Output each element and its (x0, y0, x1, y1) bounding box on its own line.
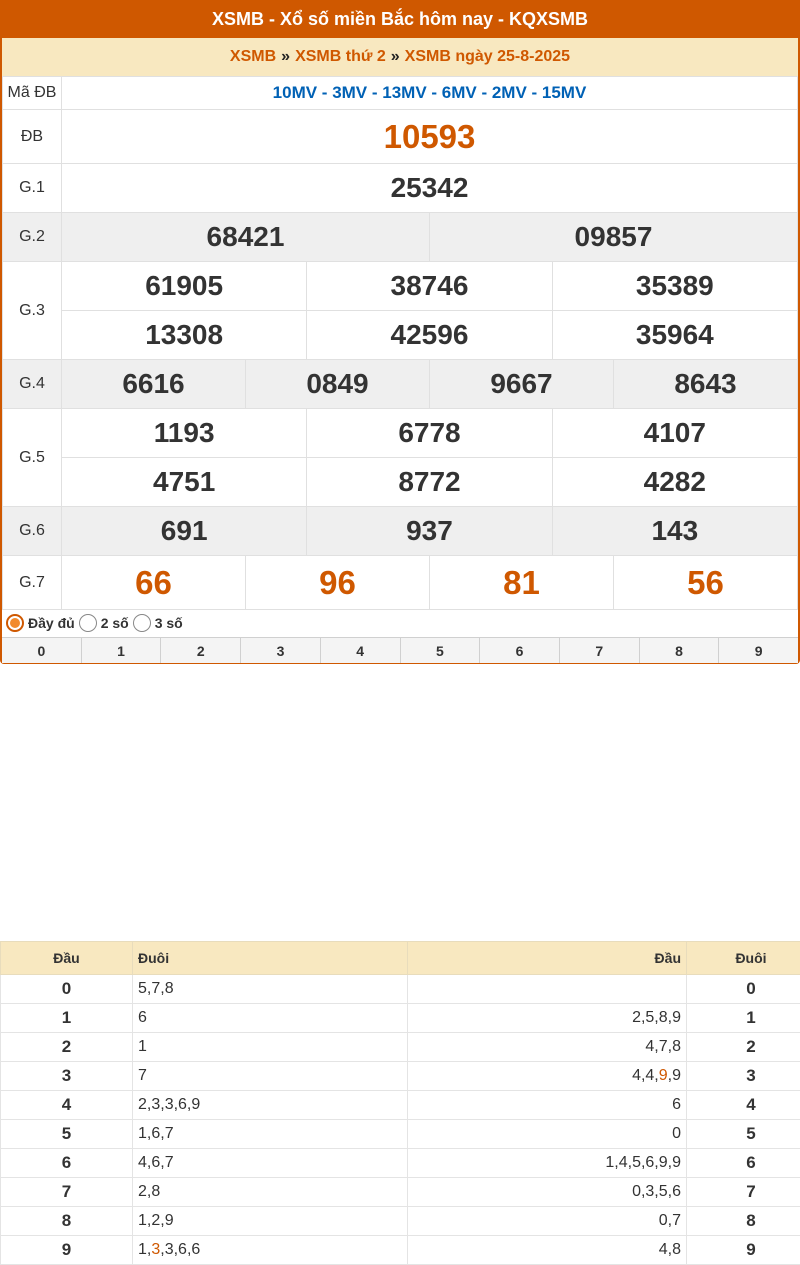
prize-number: 56 (613, 556, 797, 610)
prize-label: G.5 (3, 409, 62, 507)
head-digit: 1 (1, 1004, 133, 1033)
head-values: 6 (408, 1091, 687, 1120)
breadcrumb-link-xsmb[interactable]: XSMB (230, 48, 276, 66)
prize-number: 35964 (552, 311, 797, 360)
prize-number: 68421 (62, 213, 430, 262)
tail-values: 1 (133, 1033, 408, 1062)
head-digit: 9 (1, 1236, 133, 1265)
head-values: 1,4,5,6,9,9 (408, 1149, 687, 1178)
head-values: 4,4,9,9 (408, 1062, 687, 1091)
head-digit: 0 (1, 975, 133, 1004)
prize-number: 691 (62, 507, 307, 556)
prize-number: 13308 (62, 311, 307, 360)
digit-button-2[interactable]: 2 (161, 638, 241, 663)
tail-values: 1,2,9 (133, 1207, 408, 1236)
tail-digit: 9 (687, 1236, 800, 1265)
prize-number: 937 (307, 507, 552, 556)
tail-digit: 7 (687, 1178, 800, 1207)
prize-number: 8772 (307, 458, 552, 507)
tail-digit: 3 (687, 1062, 800, 1091)
prize-label: G.2 (3, 213, 62, 262)
column-header: Đuôi (133, 942, 408, 975)
tail-digit: 0 (687, 975, 800, 1004)
prize-number: 143 (552, 507, 797, 556)
g3-row (3, 311, 798, 360)
table-row (1, 1207, 800, 1236)
head-digit: 7 (1, 1178, 133, 1207)
head-values: 0,3,5,6 (408, 1178, 687, 1207)
table-row (1, 1033, 800, 1062)
radio-unselected-icon[interactable] (133, 614, 151, 632)
g6-row (3, 507, 798, 556)
radio-label: 3 số (155, 615, 183, 631)
head-digit: 3 (1, 1062, 133, 1091)
tail-digit: 5 (687, 1120, 800, 1149)
prize-number: 81 (429, 556, 613, 610)
radio-3-digits[interactable] (133, 614, 183, 632)
radio-unselected-icon[interactable] (79, 614, 97, 632)
digit-button-8[interactable]: 8 (640, 638, 720, 663)
tail-digit: 4 (687, 1091, 800, 1120)
tail-values: 4,6,7 (133, 1149, 408, 1178)
tail-values: 1,3,3,6,6 (133, 1236, 408, 1265)
digit-button-6[interactable]: 6 (480, 638, 560, 663)
head-values: 4,8 (408, 1236, 687, 1265)
breadcrumb-link-date[interactable]: XSMB ngày 25-8-2025 (405, 48, 570, 66)
table-row (1, 1062, 800, 1091)
table-row (1, 1149, 800, 1178)
table-row (1, 1091, 800, 1120)
table-row (1, 1178, 800, 1207)
column-header: Đuôi (687, 942, 800, 975)
digit-highlight-bar (2, 637, 798, 663)
breadcrumb-separator: » (281, 48, 290, 66)
head-digit: 8 (1, 1207, 133, 1236)
prize-label: G.7 (3, 556, 62, 610)
digit-button-0[interactable]: 0 (2, 638, 82, 663)
table-row (1, 975, 800, 1004)
g1-row (3, 164, 798, 213)
tail-digit: 1 (687, 1004, 800, 1033)
tail-values: 2,3,3,6,9 (133, 1091, 408, 1120)
loto-header-row (1, 942, 800, 975)
head-values: 2,5,8,9 (408, 1004, 687, 1033)
g3-row (3, 262, 798, 311)
table-row (1, 1004, 800, 1033)
radio-full[interactable] (6, 614, 75, 632)
prize-number: 6778 (307, 409, 552, 458)
digit-button-1[interactable]: 1 (82, 638, 162, 663)
head-values: 0,7 (408, 1207, 687, 1236)
prize-label: G.3 (3, 262, 62, 360)
radio-label: 2 số (101, 615, 129, 631)
column-header: Đầu (408, 942, 687, 975)
prize-number: 4107 (552, 409, 797, 458)
head-digit: 2 (1, 1033, 133, 1062)
radio-selected-icon[interactable] (6, 614, 24, 632)
prize-number: 0849 (245, 360, 429, 409)
prize-number: 1193 (62, 409, 307, 458)
tail-values: 1,6,7 (133, 1120, 408, 1149)
prize-label: Mã ĐB (3, 77, 62, 110)
page-title: XSMB - Xổ số miền Bắc hôm nay - KQXSMB (0, 0, 800, 38)
prize-number: 35389 (552, 262, 797, 311)
g5-row (3, 409, 798, 458)
tail-values: 6 (133, 1004, 408, 1033)
tail-digit: 2 (687, 1033, 800, 1062)
loto-head-tail-table (0, 941, 800, 1265)
prize-number: 38746 (307, 262, 552, 311)
column-header: Đầu (1, 942, 133, 975)
tail-digit: 8 (687, 1207, 800, 1236)
head-values (408, 975, 687, 1004)
prize-number: 61905 (62, 262, 307, 311)
g4-row (3, 360, 798, 409)
head-digit: 5 (1, 1120, 133, 1149)
tail-digit: 6 (687, 1149, 800, 1178)
special-codes: 10MV - 3MV - 13MV - 6MV - 2MV - 15MV (62, 77, 798, 110)
prize-label: G.4 (3, 360, 62, 409)
prize-number: 4282 (552, 458, 797, 507)
prize-number: 25342 (62, 164, 798, 213)
digit-button-4[interactable]: 4 (321, 638, 401, 663)
g7-row (3, 556, 798, 610)
tail-values: 5,7,8 (133, 975, 408, 1004)
prize-number: 6616 (62, 360, 246, 409)
prize-number: 4751 (62, 458, 307, 507)
special-prize-number: 10593 (62, 110, 798, 164)
breadcrumb-separator: » (391, 48, 400, 66)
highlighted-number: 3 (151, 1241, 160, 1258)
prize-label: G.6 (3, 507, 62, 556)
prize-label: G.1 (3, 164, 62, 213)
digit-button-9[interactable]: 9 (719, 638, 798, 663)
radio-2-digits[interactable] (79, 614, 129, 632)
highlighted-number: 9 (659, 1067, 668, 1084)
prize-number: 9667 (429, 360, 613, 409)
results-table (2, 76, 798, 610)
head-values: 4,7,8 (408, 1033, 687, 1062)
head-digit: 6 (1, 1149, 133, 1178)
table-row (1, 1120, 800, 1149)
digit-button-7[interactable]: 7 (560, 638, 640, 663)
prize-number: 09857 (429, 213, 797, 262)
prize-number: 66 (62, 556, 246, 610)
prize-number: 96 (245, 556, 429, 610)
digit-button-3[interactable]: 3 (241, 638, 321, 663)
breadcrumb (2, 38, 798, 76)
radio-label: Đầy đủ (28, 615, 75, 631)
ma-db-row (3, 77, 798, 110)
g2-row (3, 213, 798, 262)
digit-button-5[interactable]: 5 (401, 638, 481, 663)
tail-values: 2,8 (133, 1178, 408, 1207)
display-mode-options (2, 609, 798, 637)
table-row (1, 1236, 800, 1265)
head-digit: 4 (1, 1091, 133, 1120)
prize-number: 42596 (307, 311, 552, 360)
breadcrumb-link-thu-2[interactable]: XSMB thứ 2 (295, 48, 386, 66)
prize-label: ĐB (3, 110, 62, 164)
prize-number: 8643 (613, 360, 797, 409)
g5-row (3, 458, 798, 507)
tail-values: 7 (133, 1062, 408, 1091)
head-values: 0 (408, 1120, 687, 1149)
db-row (3, 110, 798, 164)
